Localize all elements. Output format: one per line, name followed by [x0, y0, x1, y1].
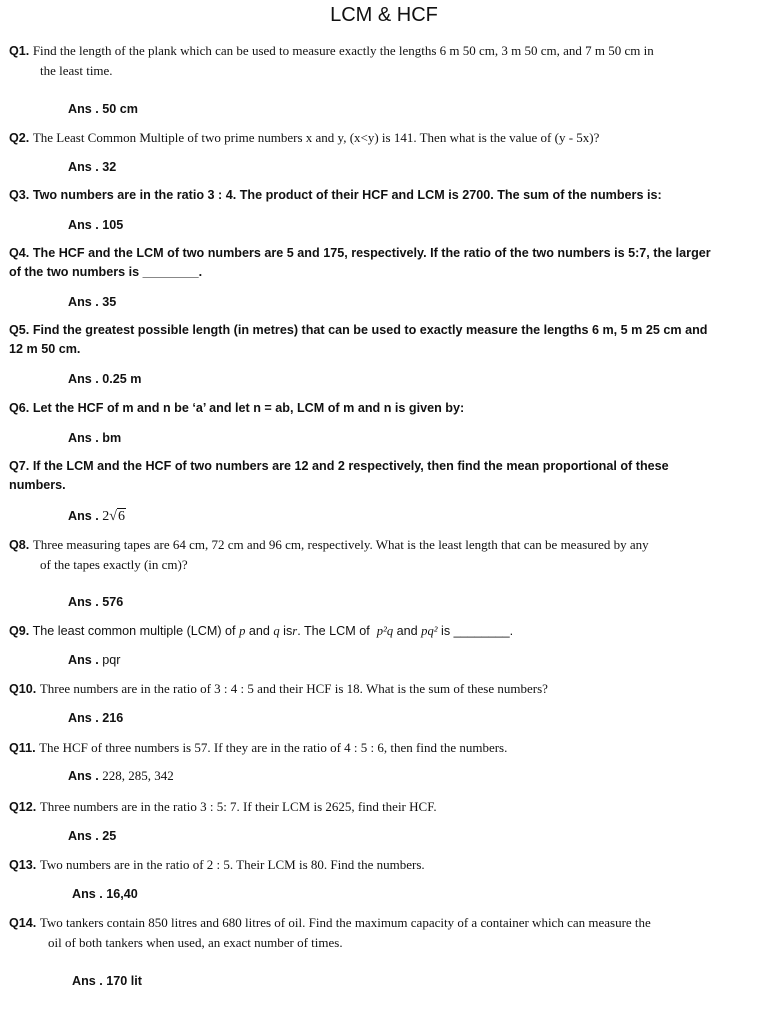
question-text-continued: of the tapes exactly (in cm)?	[40, 557, 188, 572]
question-7	[9, 457, 763, 495]
question-number: Q14.	[9, 916, 37, 930]
answer-value: 170 lit	[106, 974, 142, 988]
answer-label: Ans .	[68, 431, 99, 445]
answer-value: 50 cm	[102, 102, 139, 116]
answer-value: 35	[102, 295, 117, 309]
answer-10	[68, 710, 123, 726]
math-r: r	[292, 624, 298, 638]
answer-label: Ans .	[68, 102, 99, 116]
question-number: Q8.	[9, 538, 30, 552]
question-number: Q1.	[9, 44, 30, 58]
answer-label: Ans .	[68, 595, 99, 609]
question-number: Q7.	[9, 459, 30, 473]
answer-blank: ________.	[453, 624, 514, 638]
answer-3	[68, 217, 123, 233]
question-14	[9, 913, 763, 952]
answer-value: 16,40	[106, 887, 138, 901]
question-text: The HCF and the LCM of two numbers are 5 and 175, respectively. If the ratio of the two numbers is 5:7, the larger	[32, 246, 711, 260]
question-text: is	[441, 624, 451, 638]
question-text-continued: numbers.	[9, 478, 66, 492]
answer-8	[68, 594, 123, 610]
question-6	[9, 399, 763, 418]
question-text: Two tankers contain 850 litres and 680 litres of oil. Find the maximum capacity of a container which can measure the	[39, 915, 651, 930]
question-text: is	[283, 624, 293, 638]
answer-13	[72, 886, 138, 902]
question-number: Q12.	[9, 800, 37, 814]
question-text: Find the greatest possible length (in metres) that can be used to exactly measure the lengths 6 m, 5 m 25 cm and	[32, 323, 708, 337]
question-text: The least common multiple (LCM) of	[32, 624, 236, 638]
question-9	[9, 622, 763, 641]
question-text-continued: the least time.	[40, 63, 113, 78]
answer-11	[68, 768, 174, 784]
answer-2	[68, 159, 116, 175]
answer-label: Ans .	[68, 295, 99, 309]
answer-14	[72, 973, 142, 989]
question-13	[9, 855, 763, 875]
answer-value: 0.25 m	[102, 372, 142, 386]
answer-label: Ans .	[68, 711, 99, 725]
question-text-continued: 12 m 50 cm.	[9, 342, 81, 356]
question-12	[9, 797, 763, 817]
question-10	[9, 679, 763, 699]
answer-label: Ans .	[68, 769, 99, 783]
answer-7	[68, 508, 126, 525]
question-4	[9, 244, 763, 282]
answer-label: Ans .	[72, 974, 103, 988]
math-expression-1: p²q	[376, 624, 394, 638]
question-number: Q9.	[9, 624, 30, 638]
question-text: Two numbers are in the ratio 3 : 4. The product of their HCF and LCM is 2700. The sum of the numbers is:	[32, 188, 662, 202]
answer-1	[68, 101, 138, 117]
sqrt-sign: √	[109, 509, 117, 524]
question-text: Three measuring tapes are 64 cm, 72 cm and 96 cm, respectively. What is the least length that can be measured by any	[32, 537, 649, 552]
answer-value: 216	[102, 711, 124, 725]
question-2	[9, 128, 763, 148]
question-number: Q4.	[9, 246, 30, 260]
question-text: Find the length of the plank which can be used to measure exactly the lengths 6 m 50 cm, 3 m 50 cm, and 7 m 50 cm in	[32, 43, 654, 58]
answer-label: Ans .	[68, 829, 99, 843]
question-text: and	[396, 624, 418, 638]
math-p: p	[239, 624, 246, 638]
question-text: Let the HCF of m and n be ‘a’ and let n = ab, LCM of m and n is given by:	[32, 401, 465, 415]
question-3	[9, 186, 763, 205]
question-1	[9, 41, 763, 80]
answer-9	[68, 652, 121, 668]
question-text: . The LCM of	[297, 624, 370, 638]
answer-value: 25	[102, 829, 117, 843]
question-text: If the LCM and the HCF of two numbers are 12 and 2 respectively, then find the mean proportional of these	[32, 459, 669, 473]
answer-value: 32	[102, 160, 117, 174]
answer-value: 576	[102, 595, 124, 609]
question-number: Q2.	[9, 131, 30, 145]
answer-12	[68, 828, 116, 844]
answer-6	[68, 430, 121, 446]
answer-value: 105	[102, 218, 124, 232]
answer-5	[68, 371, 142, 387]
question-text: The HCF of three numbers is 57. If they are in the ratio of 4 : 5 : 6, then find the numbers.	[39, 740, 508, 755]
question-11	[9, 738, 763, 758]
math-q: q	[273, 624, 280, 638]
answer-label: Ans .	[68, 509, 99, 523]
question-number: Q11.	[9, 741, 36, 755]
question-text-continued: oil of both tankers when used, an exact number of times.	[48, 935, 343, 950]
page-title: LCM & HCF	[330, 4, 438, 26]
answer-value	[102, 508, 126, 524]
question-text: Two numbers are in the ratio of 2 : 5. Their LCM is 80. Find the numbers.	[39, 857, 425, 872]
question-text: The Least Common Multiple of two prime numbers x and y, (x<y) is 141. Then what is the value of (y - 5x)?	[32, 130, 600, 145]
question-8	[9, 535, 763, 574]
answer-radicand: 6	[117, 509, 125, 524]
question-number: Q5.	[9, 323, 30, 337]
answer-label: Ans .	[68, 160, 99, 174]
question-number: Q13.	[9, 858, 37, 872]
question-text-continued: of the two numbers is ________.	[9, 265, 203, 279]
answer-value: 228, 285, 342	[102, 768, 174, 783]
question-text: Three numbers are in the ratio 3 : 5: 7. If their LCM is 2625, find their HCF.	[39, 799, 437, 814]
question-5	[9, 321, 763, 359]
answer-4	[68, 294, 116, 310]
question-number: Q10.	[9, 682, 37, 696]
answer-label: Ans .	[68, 372, 99, 386]
answer-label: Ans .	[68, 653, 99, 667]
answer-value: bm	[102, 431, 122, 445]
question-text: and	[248, 624, 270, 638]
math-expression-2: pq²	[421, 624, 438, 638]
question-text: Three numbers are in the ratio of 3 : 4 : 5 and their HCF is 18. What is the sum of these numbers?	[39, 681, 548, 696]
question-number: Q3.	[9, 188, 30, 202]
answer-coefficient: 2	[102, 509, 110, 524]
answer-label: Ans .	[68, 218, 99, 232]
answer-label: Ans .	[72, 887, 103, 901]
question-number: Q6.	[9, 401, 30, 415]
answer-value: pqr	[102, 653, 121, 667]
